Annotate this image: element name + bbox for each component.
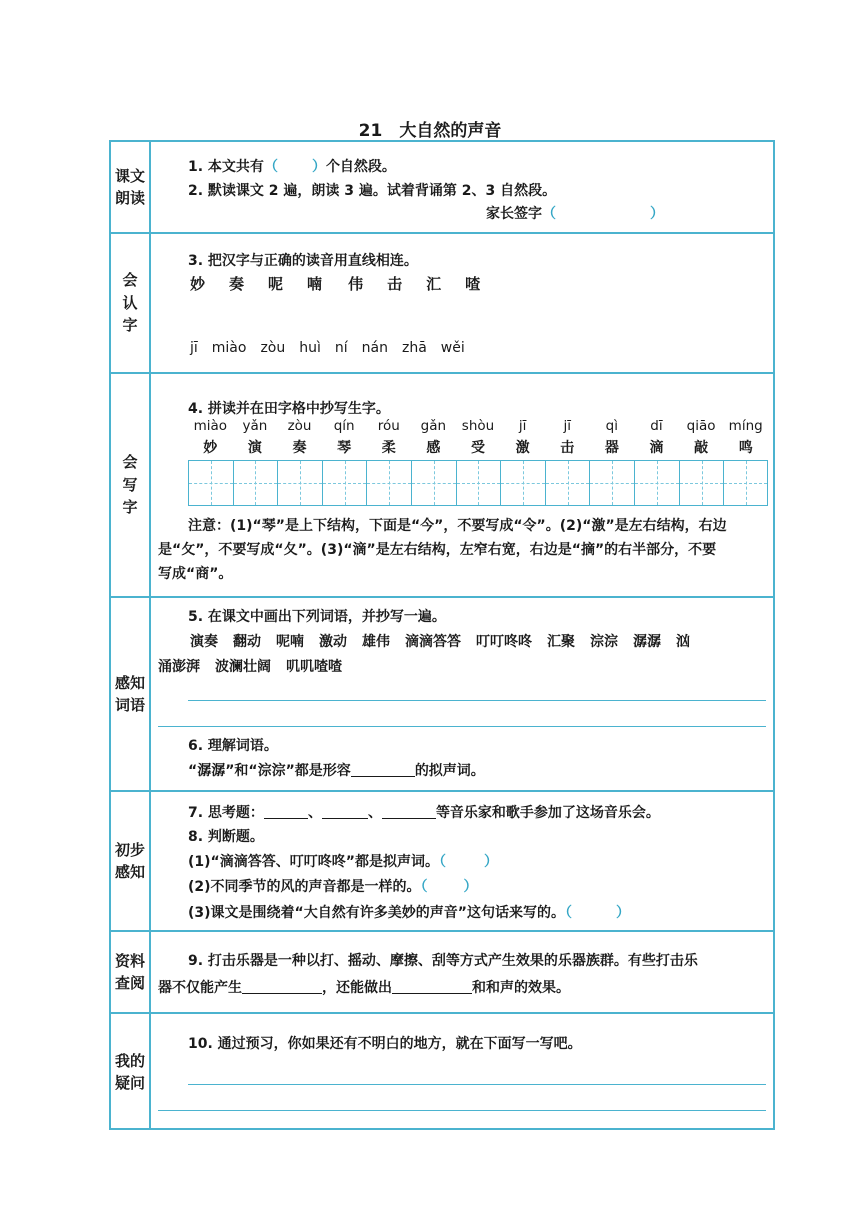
vocab-word: 波澜壮阔 (215, 659, 271, 675)
label-text: 写 (122, 475, 138, 494)
answer-blank[interactable] (382, 804, 436, 819)
tianzige-cell[interactable] (411, 460, 456, 506)
label-text: 朗读 (114, 189, 145, 207)
hanzi-label: 敲 (694, 440, 709, 456)
recognize-item[interactable]: jī (190, 340, 198, 356)
answer-blank[interactable] (322, 804, 368, 819)
vocab-word: 潺潺 (633, 634, 661, 650)
pinyin-label: míng (728, 418, 763, 434)
label-text: 我的 (114, 1051, 145, 1070)
answer-blank[interactable] (351, 762, 415, 777)
page-title: 21 大自然的声音 (358, 121, 502, 141)
hanzi-label: 妙 (203, 440, 218, 456)
judge-item-1: (1)“滴滴答答、叮叮咚咚”都是拟声词。（ ） (188, 854, 498, 870)
tianzige-cell[interactable] (589, 460, 634, 506)
recognize-item[interactable]: 击 (387, 275, 403, 293)
recognize-item[interactable]: 妙 (190, 275, 206, 293)
tianzige-cell[interactable] (456, 460, 501, 506)
label-text: 认 (122, 293, 138, 312)
hanzi-label: 奏 (292, 440, 307, 456)
label-text: 词语 (114, 696, 145, 714)
vocab-word: 呢喃 (276, 634, 304, 650)
vocab-word: 涌澎湃 (158, 659, 200, 675)
hanzi-label: 柔 (381, 440, 396, 456)
pinyin-label: róu (377, 418, 400, 434)
recognize-item[interactable]: nán (361, 340, 388, 356)
question-1: 1. 本文共有（ ）个自然段。 (188, 159, 396, 175)
hanzi-label: 激 (515, 440, 530, 456)
pinyin-label: qiāo (686, 418, 716, 434)
label-text: 课文 (114, 166, 145, 185)
writing-line[interactable] (188, 1084, 766, 1085)
hanzi-label: 演 (247, 440, 262, 456)
vocab-word: 演奏 (190, 634, 218, 650)
vocab-word: 汇聚 (547, 634, 575, 650)
vocab-word: 叽叽喳喳 (286, 659, 342, 675)
label-text: 资料 (114, 951, 145, 970)
recognize-item[interactable]: 喃 (307, 275, 323, 293)
recognize-item[interactable]: 呢 (268, 275, 284, 293)
recognize-item[interactable]: zòu (260, 340, 286, 356)
hanzi-label: 滴 (649, 440, 664, 456)
vocab-word: 汹 (676, 634, 690, 650)
label-text: 字 (122, 316, 138, 335)
pinyin-label: zòu (287, 418, 312, 434)
question-4: 4. 拼读并在田字格中抄写生字。 (188, 401, 390, 417)
hanzi-label: 感 (426, 440, 441, 456)
label-text: 疑问 (114, 1074, 145, 1092)
recognize-item[interactable]: miào (211, 340, 247, 356)
tianzige-cell[interactable] (634, 460, 679, 506)
vocab-word: 叮叮咚咚 (476, 634, 532, 650)
pinyin-label: jī (563, 418, 571, 434)
pinyin-label: shòu (461, 418, 495, 434)
vocab-word: 翻动 (233, 634, 261, 650)
tianzige-cell[interactable] (233, 460, 278, 506)
section-label-questions (111, 1014, 149, 1130)
vocab-word: 淙淙 (590, 634, 618, 650)
hanzi-label: 器 (604, 440, 619, 456)
pinyin-label: miào (193, 418, 228, 434)
section-label-research (111, 932, 149, 1012)
label-text: 会 (122, 453, 138, 472)
question-3: 3. 把汉字与正确的读音用直线相连。 (188, 253, 418, 269)
answer-blank[interactable] (242, 979, 322, 994)
label-text: 会 (122, 271, 138, 290)
note-line: 注意：(1)“琴”是上下结构，下面是“今”，不要写成“令”。(2)“激”是左右结构，右边 (188, 518, 727, 534)
label-text: 感知 (114, 863, 145, 881)
hanzi-label: 鸣 (738, 440, 753, 456)
recognize-item[interactable]: zhā (401, 340, 427, 356)
label-column-divider (149, 140, 151, 1130)
section-label-words (111, 598, 149, 790)
row-divider (109, 930, 775, 932)
pinyin-label: gǎn (420, 418, 447, 434)
word-list-line (190, 631, 690, 651)
question-2: 2. 默读课文 2 遍，朗读 3 遍。试着背诵第 2、3 自然段。 (188, 183, 557, 199)
vocab-word: 滴滴答答 (405, 634, 461, 650)
question-8: 8. 判断题。 (188, 829, 264, 845)
tianzige-cell[interactable] (545, 460, 590, 506)
question-6: 6. 理解词语。 (188, 738, 278, 754)
label-text: 字 (122, 498, 138, 517)
row-divider (109, 372, 775, 374)
recognize-item[interactable]: 伟 (348, 275, 364, 293)
writing-line[interactable] (158, 1110, 766, 1111)
question-6-fill: “潺潺”和“淙淙”都是形容 的拟声词。 (188, 763, 485, 779)
tianzige-cell[interactable] (277, 460, 322, 506)
recognize-item[interactable]: ní (334, 340, 348, 356)
pinyin-label: dī (650, 418, 663, 434)
vocab-word: 雄伟 (362, 634, 390, 650)
hanzi-label: 击 (560, 440, 575, 456)
hanzi-label: 琴 (337, 440, 352, 456)
row-divider (109, 596, 775, 598)
question-5: 5. 在课文中画出下列词语，并抄写一遍。 (188, 609, 446, 625)
row-divider (109, 790, 775, 792)
parent-signature: 家长签字（ ） (486, 206, 664, 222)
word-list-line (158, 656, 342, 676)
question-10: 10. 通过预习，你如果还有不明白的地方，就在下面写一写吧。 (188, 1036, 582, 1052)
pinyin-label: jī (518, 418, 527, 434)
answer-blank[interactable] (392, 979, 472, 994)
label-text: 感知 (114, 673, 145, 692)
tianzige-cell[interactable] (322, 460, 367, 506)
recognize-item[interactable]: huì (299, 340, 321, 356)
recognize-item[interactable]: wěi (440, 340, 465, 356)
section-label-recognize (111, 234, 149, 372)
row-divider (109, 232, 775, 234)
recognize-item[interactable]: 奏 (229, 275, 245, 293)
label-text: 查阅 (114, 974, 145, 992)
note-line: 是“攵”，不要写成“夂”。(3)“滴”是左右结构，左窄右宽，右边是“摘”的右半部分，不要 (158, 542, 717, 558)
row-divider (109, 1012, 775, 1014)
section-label-write (111, 374, 149, 596)
section-label-reading (111, 142, 149, 232)
pinyin-label: yǎn (242, 418, 268, 434)
tianzige-cell[interactable] (366, 460, 411, 506)
question-9-fill: 器不仅能产生 ，还能做出 和和声的效果。 (158, 980, 570, 996)
recognize-item[interactable]: 喳 (465, 275, 481, 293)
answer-blank[interactable] (264, 804, 308, 819)
tianzige-cell[interactable] (679, 460, 724, 506)
label-text: 初步 (114, 840, 145, 859)
pinyin-label: qì (605, 418, 619, 434)
judge-item-2: (2)不同季节的风的声音都是一样的。（ ） (188, 879, 478, 895)
hanzi-label: 受 (471, 440, 485, 456)
pinyin-label: qín (333, 418, 355, 434)
vocab-word: 激动 (319, 634, 347, 650)
recognize-chars (190, 273, 480, 294)
note-line: 写成“商”。 (158, 566, 233, 582)
section-label-perceive (111, 792, 149, 930)
tianzige-cell[interactable] (500, 460, 545, 506)
tianzige-cell[interactable] (723, 460, 768, 506)
copy-writing-line[interactable] (158, 726, 766, 727)
tianzige-cell[interactable] (188, 460, 233, 506)
recognize-item[interactable]: 汇 (426, 275, 442, 293)
question-9-line: 9. 打击乐器是一种以打、摇动、摩擦、刮等方式产生效果的乐器族群。有些打击乐 (188, 953, 698, 969)
question-7: 7. 思考题： 、 、 等音乐家和歌手参加了这场音乐会。 (188, 805, 660, 821)
copy-writing-line[interactable] (188, 700, 766, 701)
tianzige-grid (188, 460, 768, 506)
judge-item-3: (3)课文是围绕着“大自然有许多美妙的声音”这句话来写的。（ ） (188, 905, 630, 921)
recognize-pinyin (190, 340, 465, 356)
